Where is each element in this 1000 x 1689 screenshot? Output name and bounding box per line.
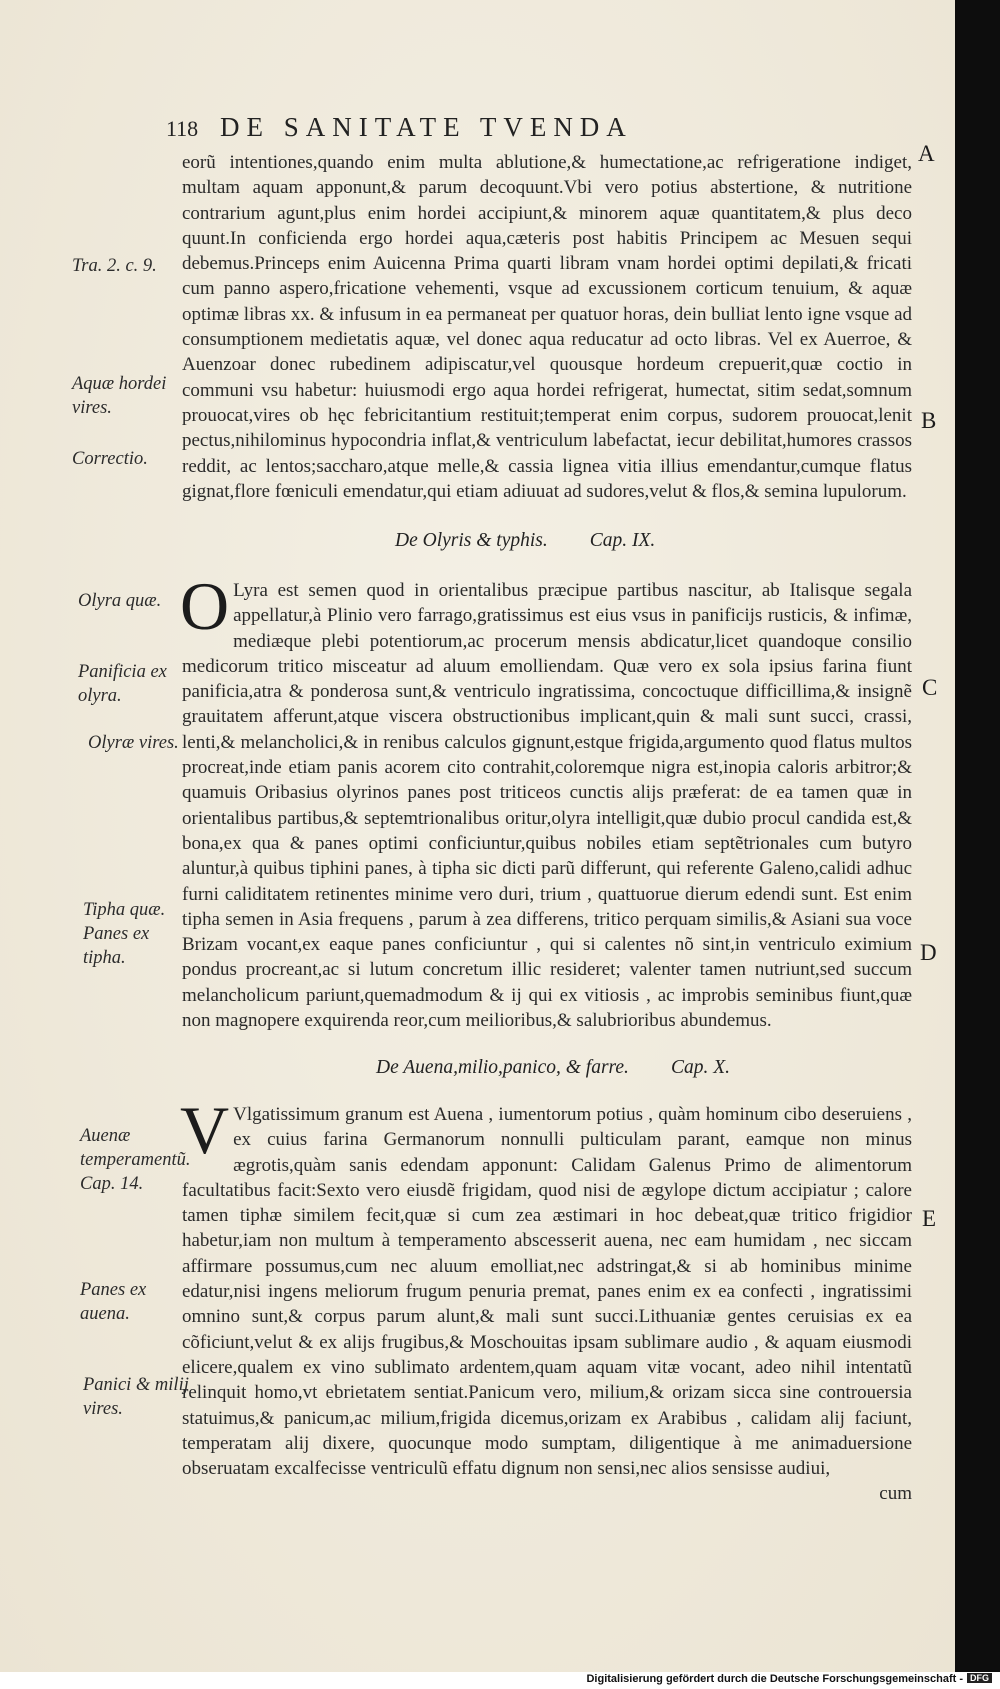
chapter-9-body (180, 568, 912, 1033)
margin-note-auenae: Auenæ temperamentũ. Cap. 14. (80, 1126, 191, 1194)
margin-note-panificia: Panificia ex olyra. (78, 662, 167, 706)
page-header (0, 112, 955, 142)
side-letter-d: D (920, 940, 937, 965)
scan-edge (955, 0, 1000, 1672)
margin-note-ref: Tra. 2. c. 9. (72, 256, 157, 276)
paragraph-continuation: eorũ intentiones,quando enim multa ablutione,& humectatione,ac refrigeratione indiget, multam aquam apponunt,& parum decoquunt.Vbi vero potius abstertione, & nutritione contrarium agunt,plus enim hordei accipiunt,& minorem aquæ quantitatem,& plus deco quunt.In conficienda ergo hordei aqua,cæteris post habitis Principem ac Mesuen sequi debemus.Princeps enim Auicenna Prima quarti libram vnam hordei optimi depilati,& fricati cum panno aspero,fricatione vehementi, vsque ad excussionem corticum tenuium, & aquæ optimæ libras xx. & infusum in ea permaneat per quatuor horas, dein bulliat lento igne vsque ad consumptionem medietatis aquæ, vel donec aqua reducatur ad octo libras. Vel ex Auerroe, & Auenzoar donec rubedinem adipiscatur,vel quousque hordeum crepuerit,quæ coctio in communi vsu habetur: huiusmodi ergo aqua hordei refrigerat, humectat, sitim sedat,somnum prouocat,vires ob hęc febricitantium restituit;temperat enim corpus, sudorem prouocat,lenit pectus,nihilominus hypocondria inflat,& ventriculum labefactat, iecur debilitat,humores crassos reddit, ac lentos;saccharo,atque melle,& cassia lignea vitia illius emendantur,cumque flatus gignat,flore fœniculi emendatur,qui etiam adiuuat ad sudores,velut & flos,& semina lupulorum. (182, 152, 912, 502)
section-continuation (182, 150, 912, 504)
chapter-10-number: Cap. X. (670, 1057, 730, 1078)
chapter-10-body (180, 1092, 912, 1507)
drop-cap-v: V (180, 1092, 230, 1168)
paragraph-chapter-9: O Lyra est semen quod in orientalibus præcipue partibus nascitur, ab Italisque segala appellatur,à Plinio vero farrago,gratissimus est eius vsus in panificijs rusticis, & infimæ, mediæque plebi potentiorum,ac procerum mensis abdicatur,licet quandoque consilio medicorum tritico misceatur ad aluum emolliendam. Quæ vero ex sola ipsius farina fiunt panificia,atra & ponderosa sunt,& ventriculo ingratissima, concoctuque difficillima,& insignẽ grauitatem afferunt,atque viscera obstructionibus implicant,quin & mali sunt succi, crassi, lenti,& melancholici,& in renibus calculos gignunt,estque frigida,argumento quod flatus multos procreat,inde etiam panis acorem cito contrahit,coloremque nigra est,inopia caloris arbitror;& quamuis Oribasius olyrinos panes post triticeos cunctis alijs præferat: de ea tamen quæ in orientalibus partibus,& septemtrionalibus oritur,olyra intelligit,quæ dubio procul candida est,& bona,ex qua & panes optimi conficiuntur,quibus nobiles etiam septẽtrionales cum butyro aluntur,à quibus tiphini panes, à tipha sic dicti parũ differunt, qui referente Galeno,calidi adhuc furni caliditatem retinentes minime vero duri, trium , quattuorue dierum edendi sunt. Est enim tipha semen in Asia frequens , parum à zea differens, tritico perquam similis,& Asiani sua voce Brizam vocant,ex eaque panes conficiuntur , qui si calentes nõ sint,in ventriculo eximium pondus procreant,ac si lutum concretum illic resideret; valenter tamen nutriunt,sed succum melancholicum pariunt,quemadmodum & ij qui ex vitiosis , ac improbis seminibus fiunt,quæ non magnopere exquirenda reor,cum meilioribus,& salubrioribus abundemus. (180, 568, 912, 1032)
dfg-logo: DFG (967, 1673, 992, 1683)
margin-note-olyra: Olyra quæ. (78, 591, 162, 611)
chapter-10-title: De Auena,milio,panico, & farre. (376, 1057, 629, 1078)
margin-note-aquae-hordei: Aquæ hordei vires. (72, 374, 167, 418)
running-title: DE SANITATE TVENDA (220, 112, 633, 142)
chapter-9-number: Cap. IX. (589, 530, 656, 551)
margin-note-panici: Panici & milij vires. (83, 1375, 189, 1419)
drop-cap-o: O (180, 568, 230, 644)
footer-credit (0, 1672, 1000, 1689)
margin-note-panes-auena: Panes ex auena. (80, 1280, 147, 1324)
chapter-10-heading (376, 1057, 730, 1079)
chapter-9-heading (395, 530, 655, 552)
side-letter-c: C (922, 675, 938, 700)
catchword: cum (879, 1483, 912, 1505)
side-letter-e: E (922, 1206, 937, 1231)
side-letter-b: B (921, 408, 937, 433)
footer-text: Digitalisierung gefördert durch die Deutsche Forschungsgemeinschaft - (586, 1673, 963, 1685)
margin-note-olyrae-vires: Olyræ vires. (88, 733, 179, 753)
paragraph-chapter-10: V Vlgatissimum granum est Auena , iumentorum potius , quàm hominum cibo deseruiens , ex cuius farina Germanorum nonnulli pulticulam parant, eamque non minus ægrotis,quàm sanis edendam apponunt: Calidam Galenus Primo de alimentorum facultatibus facit:Sexto vero eiusdẽ frigidam, quod nisi de ægylope dictum accipiatur ; calore tamen tiphæ similem fecit,quæ si cum zea æstimari in hoc debeat,quæ tritico frigidior habetur,iam non multum à temperamento abscesserit auena, nec eam humidam , nec siccam affirmare possumus,cum nec aluum emolliat,nec adstringat,& si ab hominibus minime edatur,nisi ingens meliorum frugum penuria premat, panes enim ex ea confecti , ingratissimi omnino sunt,& corpus parum alunt,& mali sunt succi.Lithuaniæ gentes ceruisias ex ea cõficiunt,velut & ex alijs frugibus,& Moschouitas ipsam sublimare audio , & aquam eiusmodi elicere,qualem ex vino sublimato ardentem,quam aquam vitæ vocant, adeo nihil intentatũ relinquit homo,vt ebrietatem sentiat.Panicum vero, milium,& orizam sicca sine controuersia statuimus,& panicum,ac milium,frigida dicemus,orizam ex Arabibus , calidam alij faciunt, temperatam alij dixere, quocunque modo sumptam, diligentique à me animaduersione obseruatam excalfecisse ventriculũ effatu dignum non sensi,nec alios sensisse audiui, (180, 1092, 912, 1480)
page-number: 118 (166, 116, 199, 141)
side-letter-a: A (918, 141, 935, 166)
margin-note-tipha: Tipha quæ. Panes ex tipha. (83, 900, 166, 968)
chapter-9-title: De Olyris & typhis. (395, 530, 548, 551)
margin-note-correctio: Correctio. (72, 449, 148, 469)
